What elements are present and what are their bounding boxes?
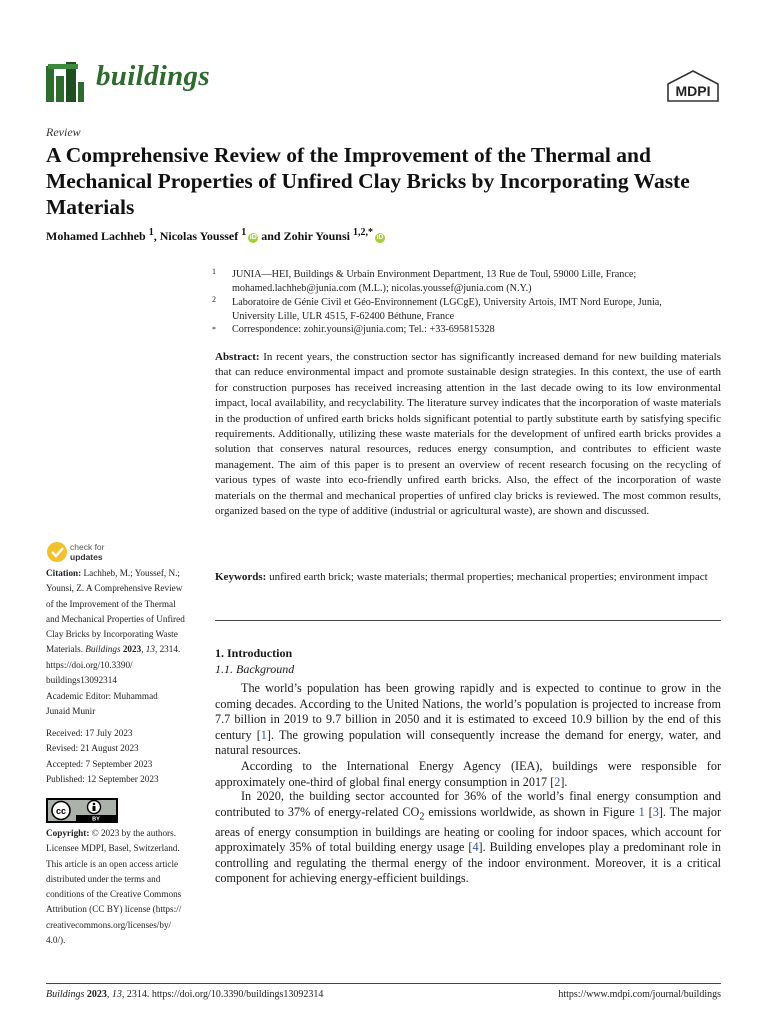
paragraph-text: According to the International Energy Agency (IEA), buildings were responsible for approximately one-third of global final energy consumption in 2017 [ bbox=[215, 759, 721, 789]
footer-journal: Buildings bbox=[46, 989, 85, 1000]
copyright-line: distributed under the terms and bbox=[46, 873, 161, 884]
citation-year: 2023 bbox=[122, 644, 142, 655]
citation-label: Citation: bbox=[46, 568, 82, 578]
affiliation-line: University Lille, ULR 4515, F-62400 Béthune, France bbox=[232, 311, 455, 322]
copyright-line: conditions of the Creative Commons bbox=[46, 889, 182, 900]
reference-link[interactable]: 4 bbox=[472, 840, 479, 855]
citation-doi[interactable]: buildings13092314 bbox=[46, 675, 117, 686]
mdpi-logo-icon bbox=[666, 70, 720, 102]
paragraph-text: The world’s population has been growing rapidly and is expected to continue to grow in the coming decades. According to the United Nations, the world’s population is projected to increase from 7.7 billion in 2019 to 9.7 billion in 2050 and it is estimated to exceed 10.9 billion by the end of this century [ bbox=[215, 681, 721, 742]
reference-link[interactable]: 3 bbox=[652, 804, 659, 819]
citation-line bbox=[46, 566, 204, 581]
affiliation-mark: * bbox=[212, 325, 216, 334]
copyright-block bbox=[46, 826, 204, 948]
citation-line: of the Improvement of the Thermal bbox=[46, 598, 176, 609]
affiliation-mark: 1 bbox=[212, 267, 216, 276]
editor-line: Junaid Munir bbox=[46, 706, 96, 717]
copyright-text: © 2023 by the authors. bbox=[91, 828, 176, 838]
affiliation-line: mohamed.lachheb@junia.com (M.L.); nicolas.youssef@junia.com (N.Y.) bbox=[232, 283, 532, 294]
citation-line: Materials. Buildings 2023, 13, 2314. bbox=[46, 644, 181, 655]
copyright-line bbox=[46, 826, 204, 841]
orcid-icon[interactable]: iD bbox=[249, 234, 257, 241]
citation-doi[interactable]: https://doi.org/10.3390/ bbox=[46, 659, 133, 670]
subscript: 2 bbox=[419, 811, 425, 823]
accepted-date: Accepted: 7 September 2023 bbox=[46, 758, 153, 769]
received-date: Received: 17 July 2023 bbox=[46, 728, 133, 738]
journal-name: buildings bbox=[96, 60, 210, 92]
paragraph-text: ]. Building envelopes play a predominant role in controlling and regulating the thermal energy of the indoor environment. Moreover, it is a critical component for achieving energy-efficient buildings. bbox=[215, 840, 721, 886]
footer-citation: Buildings 2023, 13, 2314. https://doi.org/10.3390/buildings13092314 bbox=[46, 989, 324, 1000]
editor-line: Academic Editor: Muhammad bbox=[46, 691, 158, 701]
abstract-label: Abstract: bbox=[215, 351, 260, 363]
check-for-updates-badge[interactable] bbox=[46, 540, 116, 564]
figure-link[interactable]: 1 bbox=[638, 804, 645, 819]
copyright-line: This article is an open access article bbox=[46, 858, 179, 869]
correspondence-line: Correspondence: zohir.younsi@junia.com; Tel.: +33-695815328 bbox=[232, 324, 495, 335]
abstract-text: In recent years, the construction sector has significantly increased demand for new building materials that can reduce environmental impact and promote sustainable design strategies. In this context, the use of earth for construction purposes has received increasing attention in the last decade owing to its low environmental impact, local availability, and recyclability. The literature survey indicates that the incorporation of waste materials in the production of unfired earth bricks holds significant potential to partly substitute earth by satisfying specific requirements. Additionally, utilizing these waste materials for the development of unfired earth bricks provides a solution that conserves natural resources, reduces energy consumption, and contributes to efficient waste management. The aim of this paper is to present an overview of recent research focusing on the recycling of various types of waste into eco-friendly unfired earth bricks. Also, the effect of the incorporation of waste materials on the thermal and mechanical properties of unfired clay bricks is reviewed. The most common results, organized based on the type of additive (industrial or agricultural waste), are shown and discussed. bbox=[215, 351, 721, 518]
author-separator: and bbox=[258, 229, 284, 243]
svg-text:cc: cc bbox=[55, 806, 67, 816]
abstract bbox=[215, 350, 721, 519]
divider bbox=[215, 620, 721, 621]
footer-divider bbox=[46, 983, 721, 984]
footer-doi[interactable]: , 2314. https://doi.org/10.3390/buildings13092314 bbox=[121, 989, 324, 1000]
published-date: Published: 12 September 2023 bbox=[46, 773, 159, 784]
copyright-line: creativecommons.org/licenses/by/ bbox=[46, 919, 172, 930]
affiliation-mark: 2 bbox=[212, 295, 216, 304]
article-title: A Comprehensive Review of the Improvement of the Thermal and Mechanical Properties of Unfired Clay Bricks by Incorporating Waste Materials bbox=[46, 143, 690, 219]
citation-text: Lachheb, M.; Youssef, N.; bbox=[83, 568, 180, 578]
subsection-heading: 1.1. Background bbox=[215, 662, 295, 676]
author-separator: , bbox=[153, 229, 160, 243]
paragraph-text: ]. bbox=[560, 774, 568, 789]
keywords bbox=[215, 570, 721, 585]
citation-journal: Buildings bbox=[85, 644, 121, 655]
mdpi-logo-text: MDPI bbox=[675, 83, 711, 99]
citation-volume: 13 bbox=[145, 644, 155, 655]
body-paragraph-2 bbox=[215, 759, 721, 790]
check-badge-line: check for bbox=[70, 542, 105, 552]
buildings-logo-icon bbox=[46, 62, 90, 102]
author-name[interactable]: Mohamed Lachheb bbox=[46, 229, 146, 243]
copyright-line: Attribution (CC BY) license (https:// bbox=[46, 904, 182, 915]
orcid-icon[interactable]: iD bbox=[376, 234, 384, 241]
paragraph-text: In 2020, the building sector accounted for 36% of the world’s final energy consumption and contributed to 37% of energy-related CO bbox=[215, 789, 721, 819]
author-affiliation-mark: 1 bbox=[148, 227, 154, 238]
citation-line: and Mechanical Properties of Unfired bbox=[46, 613, 185, 624]
author-list bbox=[46, 227, 385, 244]
paragraph-text: emissions worldwide, as shown in Figure bbox=[424, 804, 639, 819]
affiliation-line: JUNIA—HEI, Buildings & Urbain Environment Department, 13 Rue de Toul, 59000 Lille, France; bbox=[232, 269, 637, 280]
citation-block bbox=[46, 566, 204, 688]
author-affiliation-mark: 1,2,* bbox=[352, 227, 373, 238]
dates-block bbox=[46, 726, 204, 787]
citation-pages: , 2314. bbox=[154, 644, 181, 655]
paragraph-text: [ bbox=[644, 804, 653, 819]
academic-editor bbox=[46, 689, 204, 720]
keywords-text: unfired earth brick; waste materials; thermal properties; mechanical properties; environment impact bbox=[269, 571, 708, 583]
body-paragraph-1 bbox=[215, 681, 721, 759]
copyright-label: Copyright: bbox=[46, 828, 90, 838]
cc-by-label: BY bbox=[92, 816, 100, 823]
author-name[interactable]: Zohir Younsi bbox=[283, 229, 350, 243]
article-type: Review bbox=[46, 125, 81, 139]
paragraph-text: ]. The growing population will consequently increase the demand for energy, water, and natural resources. bbox=[215, 727, 721, 758]
paragraph-text: ]. The major areas of energy consumption in buildings are heating or cooling for indoor spaces, which account for approximately 35% of total building energy usage [ bbox=[215, 804, 721, 855]
reference-link[interactable]: 1 bbox=[260, 727, 267, 742]
footer-journal-url[interactable]: https://www.mdpi.com/journal/buildings bbox=[558, 989, 721, 1000]
copyright-line: Licensee MDPI, Basel, Switzerland. bbox=[46, 843, 180, 854]
body-paragraph-3 bbox=[215, 789, 721, 887]
cc-by-license-icon[interactable] bbox=[46, 798, 118, 823]
footer-volume: 13 bbox=[111, 989, 122, 1000]
affiliation-line: Laboratoire de Génie Civil et Géo-Environnement (LGCgE), University Artois, IMT Nord Europe, Junia, bbox=[232, 297, 662, 308]
check-icon bbox=[47, 542, 67, 562]
footer-year: 2023 bbox=[86, 989, 107, 1000]
citation-line: Clay Bricks by Incorporating Waste bbox=[46, 629, 178, 640]
revised-date: Revised: 21 August 2023 bbox=[46, 743, 139, 754]
check-badge-line: updates bbox=[70, 552, 103, 562]
reference-link[interactable]: 2 bbox=[554, 774, 561, 789]
author-name[interactable]: Nicolas Youssef bbox=[159, 229, 239, 243]
keywords-label: Keywords: bbox=[215, 571, 267, 583]
citation-line: Younsi, Z. A Comprehensive Review bbox=[46, 583, 183, 594]
copyright-line: 4.0/). bbox=[46, 935, 66, 946]
author-affiliation-mark: 1 bbox=[241, 227, 247, 238]
section-heading: 1. Introduction bbox=[215, 646, 293, 660]
